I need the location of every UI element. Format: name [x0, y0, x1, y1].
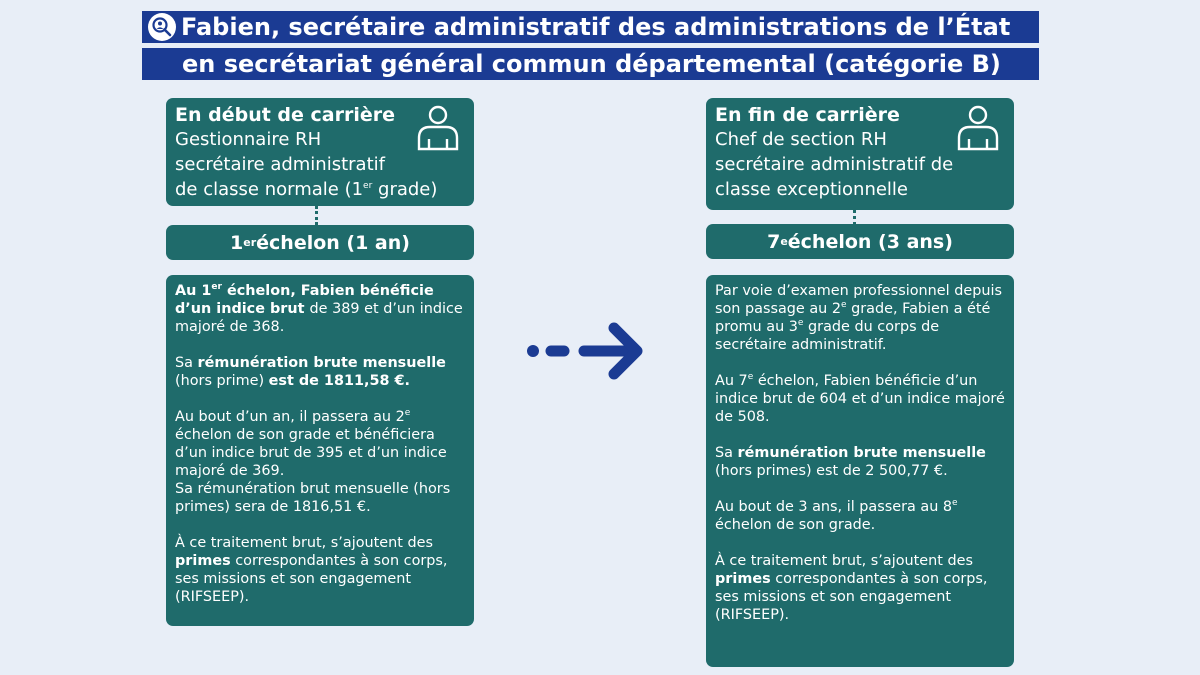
- right-paragraph-3: Sa rémunération brute mensuelle (hors primes) est de 2 500,77 €.: [715, 445, 986, 479]
- left-paragraph-3: Au bout d’un an, il passera au 2e échelon de son grade et bénéficiera d’un indice brut de 395 et d’un indice majoré de 369.: [175, 408, 447, 479]
- right-connector: [853, 210, 856, 225]
- left-paragraph-2: Sa rémunération brute mensuelle (hors prime) est de 1811,58 €.: [175, 355, 446, 389]
- left-paragraph-4: À ce traitement brut, s’ajoutent des primes correspondantes à son corps, ses missions et son engagement (RIFSEEP).: [175, 535, 448, 605]
- left-grade-line-2: secrétaire administratif: [175, 154, 385, 175]
- left-role: Gestionnaire RH: [175, 129, 322, 150]
- title-line-1: [142, 11, 1039, 43]
- right-detail-box: [706, 275, 1014, 667]
- left-heading: En début de carrière: [175, 104, 396, 126]
- title-text-2: en secrétariat général commun départemental (catégorie B): [182, 50, 1001, 78]
- left-paragraph-1: Au 1er échelon, Fabien bénéficie d’un indice brut de 389 et d’un indice majoré de 368.: [175, 282, 463, 335]
- left-grade-line-3: de classe normale (1er grade): [175, 179, 438, 200]
- title-line-2: [142, 48, 1039, 80]
- left-connector: [315, 206, 318, 225]
- right-paragraph-5: À ce traitement brut, s’ajoutent des primes correspondantes à son corps, ses missions et son engagement (RIFSEEP).: [715, 553, 988, 623]
- right-role: Chef de section RH: [715, 129, 887, 150]
- right-paragraph-2: Au 7e échelon, Fabien bénéficie d’un indice brut de 604 et d’un indice majoré de 508.: [715, 372, 1005, 425]
- right-grade-line-2: secrétaire administratif de: [715, 154, 954, 175]
- left-career-start-box: [166, 98, 474, 206]
- left-paragraph-3b: Sa rémunération brut mensuelle (hors primes) sera de 1816,51 €.: [175, 481, 451, 515]
- right-career-end-box: [706, 98, 1014, 210]
- title-text-1: Fabien, secrétaire administratif des administrations de l’État: [181, 13, 1011, 41]
- right-heading: En fin de carrière: [715, 104, 900, 126]
- right-paragraph-4: Au bout de 3 ans, il passera au 8e échelon de son grade.: [715, 498, 958, 533]
- person-icon: [416, 103, 460, 151]
- magnifier-icon: [147, 12, 177, 42]
- dotted-arrow-right-icon: [524, 321, 648, 381]
- right-grade-line-3: classe exceptionnelle: [715, 179, 909, 200]
- left-echelon-badge: 1 er échelon (1 an): [166, 225, 474, 260]
- right-echelon-badge: 7 e échelon (3 ans): [706, 224, 1014, 259]
- person-icon: [956, 103, 1000, 151]
- right-paragraph-1: Par voie d’examen professionnel depuis son passage au 2e grade, Fabien a été promu au 3e grade du corps de secrétaire administratif.: [715, 283, 1002, 353]
- left-detail-box: [166, 275, 474, 626]
